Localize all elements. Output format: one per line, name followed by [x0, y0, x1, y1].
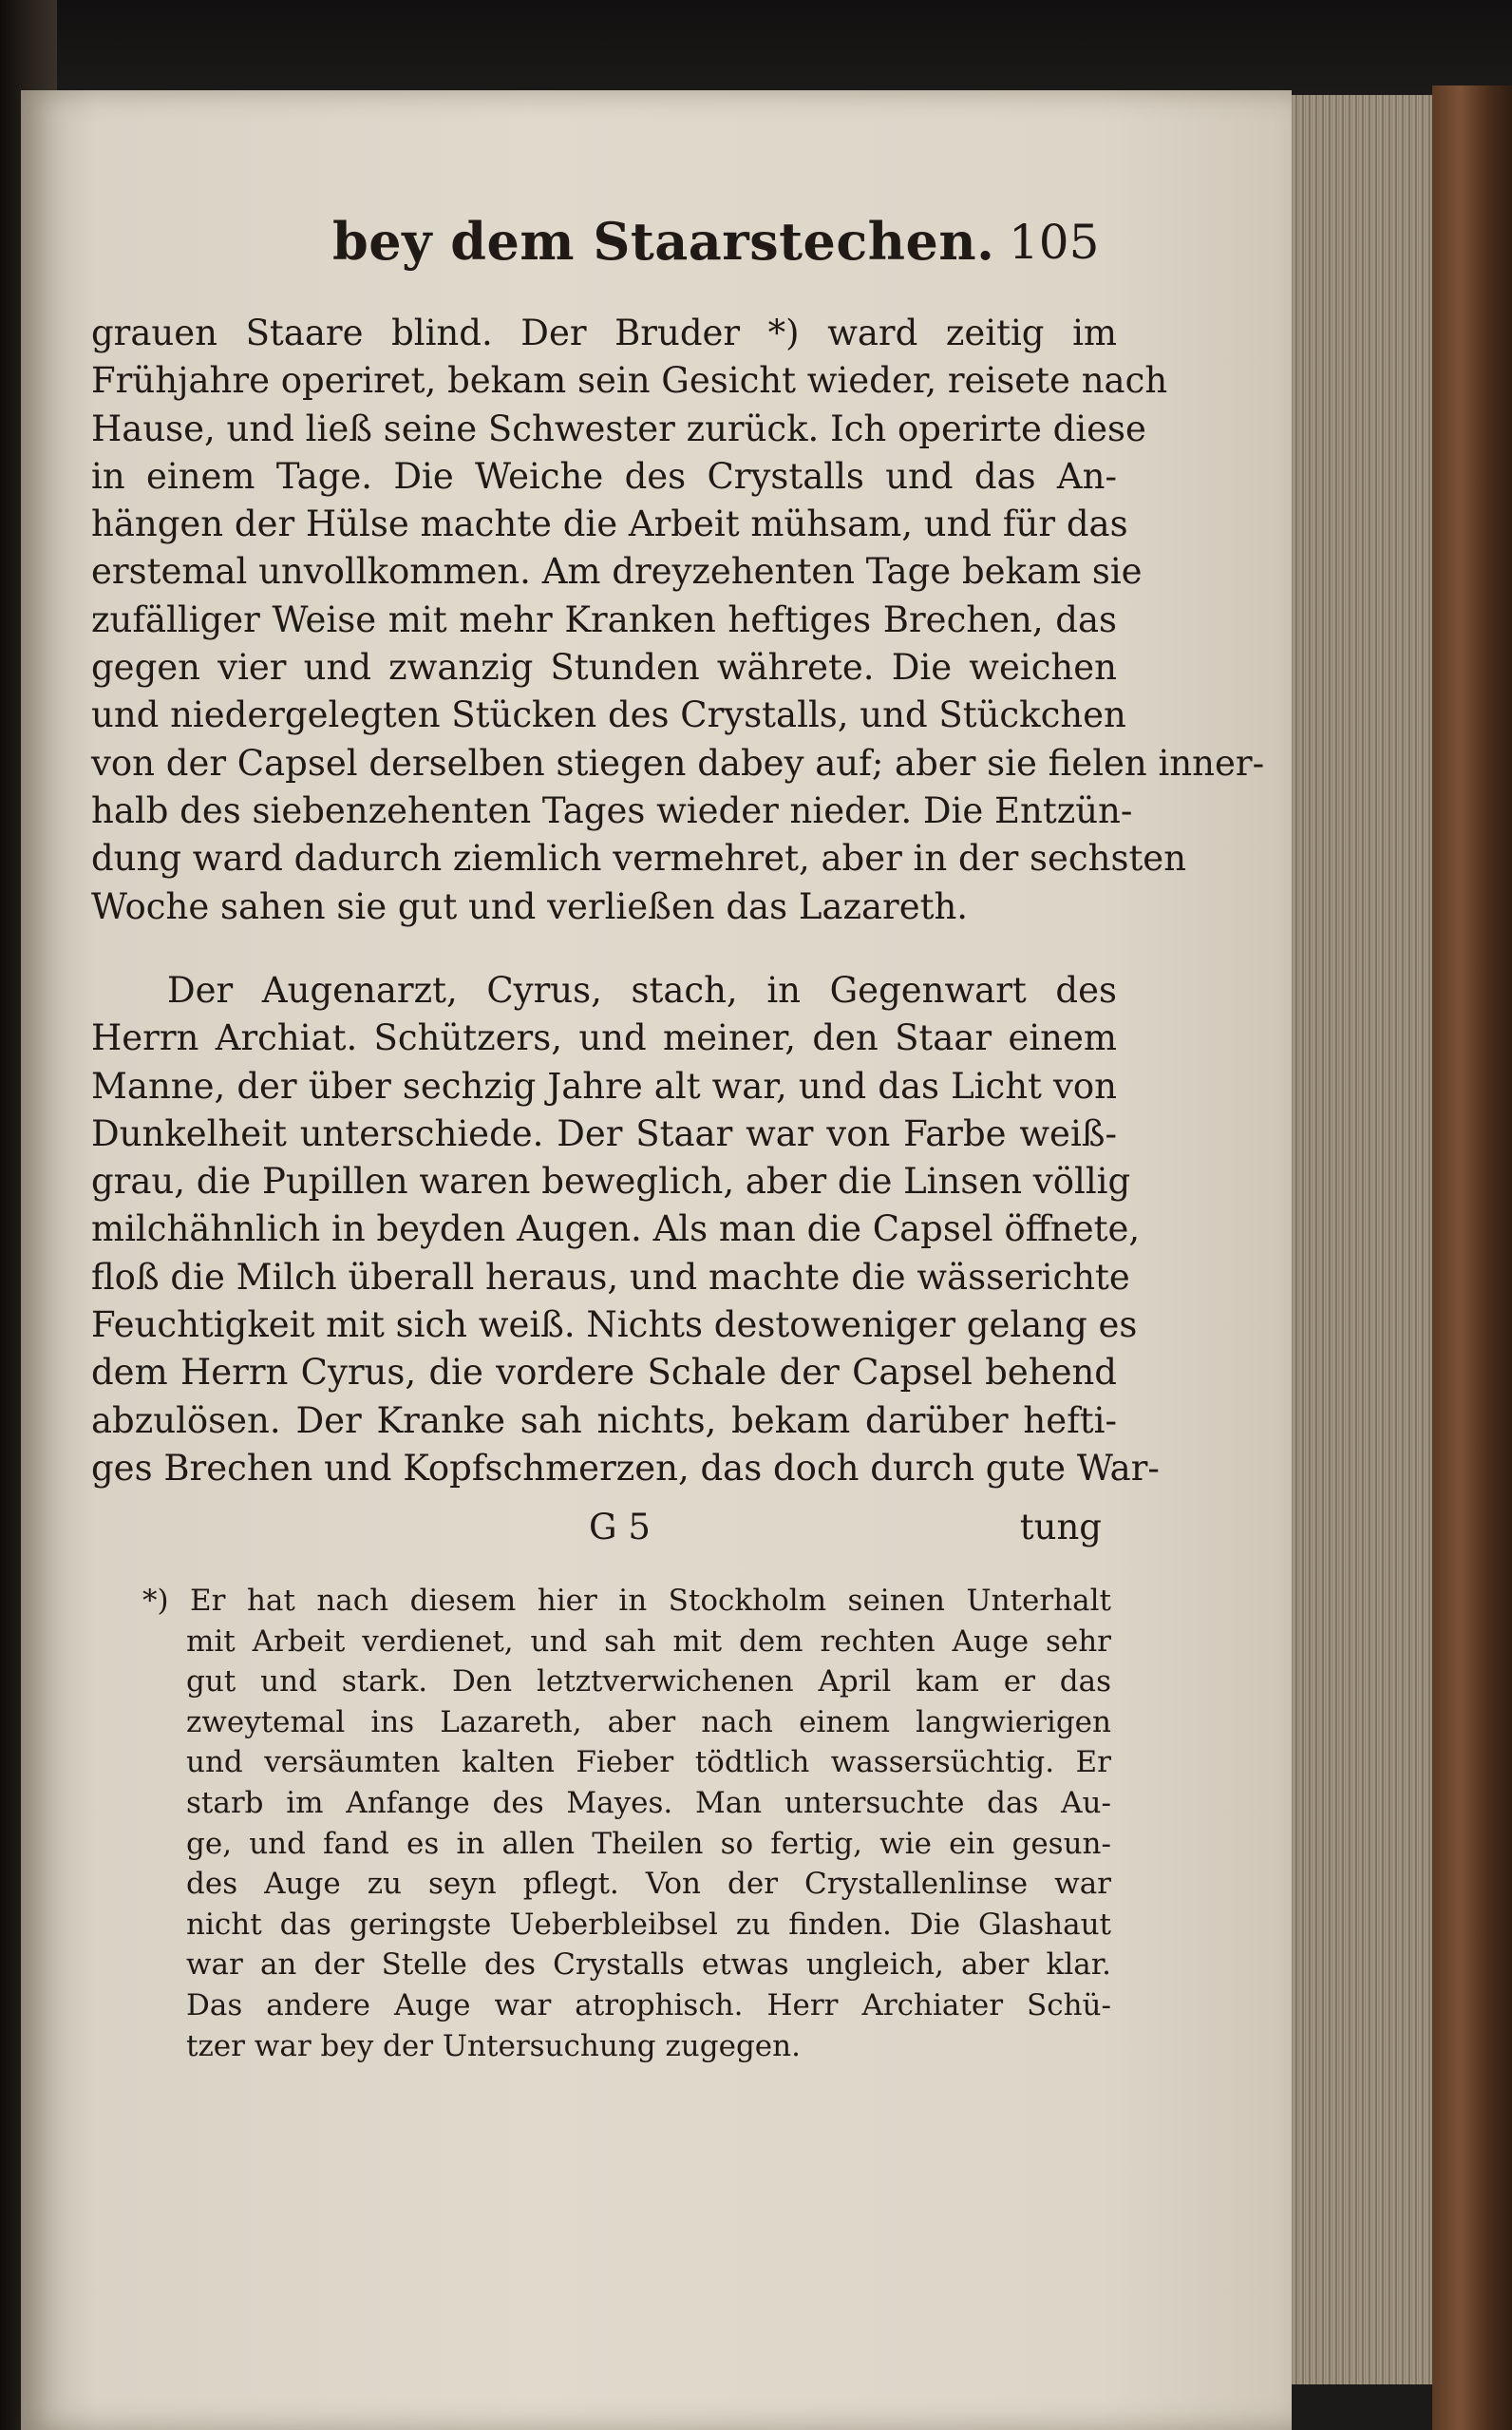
page-edges: [1292, 95, 1432, 2384]
text-line: grau, die Pupillen waren beweglich, aber die Linsen völlig: [91, 1161, 1131, 1203]
text-line: zufälliger Weise mit mehr Kranken heftiges Brechen, das: [91, 598, 1117, 640]
footnote-line: des Auge zu seyn pflegt. Von der Crystallenlinse war: [186, 1867, 1111, 1902]
footnote-line: zweytemal ins Lazareth, aber nach einem langwierigen: [186, 1704, 1111, 1739]
text-line: erstemal unvollkommen. Am dreyzehenten Tage bekam sie: [91, 551, 1143, 593]
signature-mark: G 5: [589, 1507, 651, 1547]
text-line: floß die Milch überall heraus, und machte die wässerichte: [91, 1256, 1130, 1298]
text-line: gegen vier und zwanzig Stunden währete. Die weichen: [91, 647, 1117, 689]
text-line: Woche sahen sie gut und verließen das Lazareth.: [91, 885, 969, 927]
text-line: in einem Tage. Die Weiche des Crystalls und das An-: [91, 455, 1117, 497]
text-line: dem Herrn Cyrus, die vordere Schale der Capsel behend: [91, 1352, 1117, 1394]
paragraph-1: [91, 310, 1265, 931]
text-line: Feuchtigkeit mit sich weiß. Nichts destoweniger gelang es: [91, 1304, 1138, 1346]
paragraph-2: [91, 967, 1160, 1492]
text-line: grauen Staare blind. Der Bruder *) ward zeitig im: [91, 313, 1117, 353]
text-line: Herrn Archiat. Schützers, und meiner, den Staar einem: [91, 1017, 1117, 1059]
running-header: bey dem Staarstechen.: [332, 211, 995, 272]
background-top: [0, 0, 1512, 95]
footnote-line: nicht das geringste Ueberbleibsel zu finden. Die Glashaut: [186, 1907, 1111, 1942]
text-line: halb des siebenzehenten Tages wieder nieder. Die Entzün-: [91, 789, 1133, 831]
catchword: tung: [1019, 1507, 1102, 1547]
text-line: Dunkelheit unterschiede. Der Staar war von Farbe weiß-: [91, 1112, 1117, 1154]
footnote: [142, 1581, 1111, 2066]
footnote-line: Das andere Auge war atrophisch. Herr Archiater Schü-: [186, 1987, 1111, 2022]
text-line: hängen der Hülse machte die Arbeit mühsam, und für das: [91, 503, 1128, 545]
text-line: dung ward dadurch ziemlich vermehret, aber in der sechsten: [91, 838, 1187, 880]
footnote-line: war an der Stelle des Crystalls etwas ungleich, aber klar.: [186, 1947, 1111, 1983]
text-line: milchähnlich in beyden Augen. Als man die Capsel öffnete,: [91, 1208, 1141, 1250]
signature-row: [91, 1507, 1102, 1554]
text-line: und niedergelegten Stücken des Crystalls, und Stückchen: [91, 694, 1126, 736]
footnote-line: und versäumten kalten Fieber tödtlich wassersüchtig. Er: [186, 1745, 1111, 1780]
footnote-line: tzer war bey der Untersuchung zugegen.: [186, 2028, 801, 2063]
text-line: abzulösen. Der Kranke sah nichts, bekam darüber hefti-: [91, 1399, 1117, 1441]
text-line: Hause, und ließ seine Schwester zurück. Ich operirte diese: [91, 408, 1146, 449]
footnote-line: starb im Anfange des Mayes. Man untersuchte das Au-: [186, 1785, 1111, 1820]
text-line: Der Augenarzt, Cyrus, stach, in Gegenwart des: [167, 970, 1117, 1011]
text-line: von der Capsel derselben stiegen dabey auf; aber sie fielen inner-: [91, 742, 1265, 784]
footnote-line: ge, und fand es in allen Theilen so fertig, wie ein gesun-: [186, 1826, 1111, 1861]
page-number: 105: [1009, 215, 1100, 270]
text-line: Manne, der über sechzig Jahre alt war, und das Licht von: [91, 1065, 1117, 1107]
text-line: Frühjahre operiret, bekam sein Gesicht wieder, reisete nach: [91, 360, 1168, 402]
text-line: ges Brechen und Kopfschmerzen, das doch durch gute War-: [91, 1447, 1160, 1489]
book-cover: [1432, 85, 1512, 2430]
footnote-line: gut und stark. Den letztverwichenen April kam er das: [186, 1664, 1111, 1699]
footnote-line: mit Arbeit verdienet, und sah mit dem rechten Auge sehr: [186, 1623, 1111, 1659]
footnote-line: *) Er hat nach diesem hier in Stockholm seinen Unterhalt: [142, 1584, 1111, 1618]
